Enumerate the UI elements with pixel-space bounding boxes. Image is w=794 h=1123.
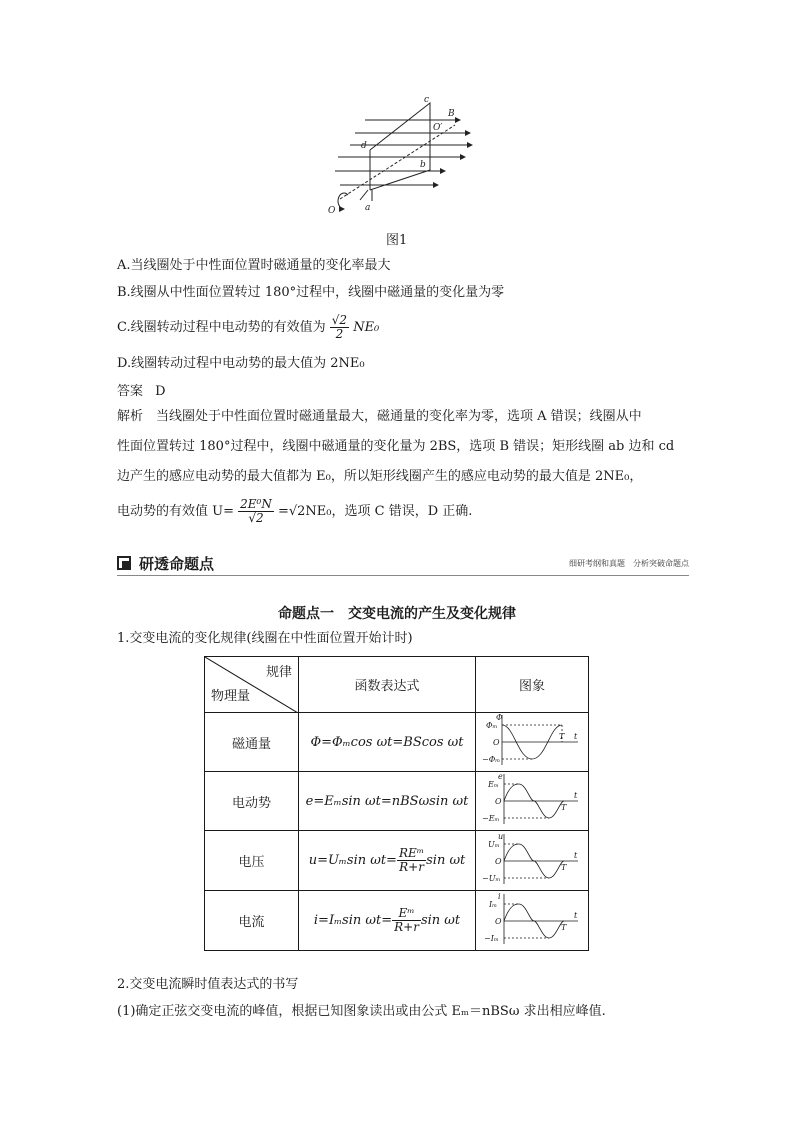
option-d: D.线圈转动过程中电动势的最大值为 2NE₀	[117, 356, 365, 371]
header-graph: 图象	[476, 657, 589, 713]
section-square-icon	[117, 556, 131, 570]
row-name: 磁通量	[205, 713, 299, 772]
row-formula: Φ=Φₘcos ωt=BScos ωt	[299, 713, 476, 772]
label-c: c	[424, 95, 430, 105]
section-header	[117, 553, 689, 576]
analysis-line-4	[117, 492, 697, 532]
axis-label-T: T	[561, 803, 567, 812]
option-c-prefix: C.线圈转动过程中电动势的有效值为	[117, 320, 326, 335]
option-c-num: √2	[331, 313, 348, 327]
topic-item-1: 1.交变电流的变化规律(线圈在中性面位置开始计时)	[117, 631, 413, 646]
formula-den: R+r	[394, 920, 419, 934]
formula-suffix: sin ωt	[420, 913, 461, 928]
axis-label-origin: O	[493, 738, 500, 747]
section-subtitle: 细研考纲和真题 分析突破命题点	[569, 559, 689, 568]
axis-label-min: −Iₘ	[484, 933, 499, 943]
axis-label-origin: O	[495, 797, 502, 806]
variation-table	[204, 656, 589, 951]
analysis-line-2: 性面位置转过 180°过程中，线圈中磁通量的变化量为 2BS，选项 B 错误；矩形线圈 ab 边和 cd	[117, 439, 675, 454]
row-graph	[476, 891, 589, 951]
formula-den: R+r	[399, 860, 424, 874]
row-formula	[299, 831, 476, 891]
cos-graph	[482, 713, 582, 767]
axis-label-min: −Φₘ	[482, 755, 501, 764]
row-graph	[476, 772, 589, 831]
axis-label-T: T	[561, 862, 567, 872]
axis-label-max: Iₘ	[489, 899, 498, 909]
formula-suffix: sin ωt	[426, 853, 466, 868]
sin-graph	[482, 772, 582, 826]
axis-label-top: i	[498, 891, 501, 901]
axis-label-t: t	[574, 791, 578, 800]
formula-num: REᵐ	[398, 846, 425, 860]
label-a: a	[365, 203, 371, 213]
header-diagonal-cell	[205, 657, 299, 713]
answer-label: 答案	[117, 384, 144, 399]
label-d: d	[361, 141, 367, 151]
label-O: O	[328, 206, 336, 216]
axis-label-T: T	[561, 922, 567, 932]
row-graph	[476, 831, 589, 891]
row-name: 电流	[205, 891, 299, 951]
item-2: 2.交变电流瞬时值表达式的书写	[117, 977, 299, 992]
axis-label-min: −Uₘ	[482, 873, 501, 883]
option-c-den: 2	[335, 327, 344, 341]
axis-label-origin: O	[495, 916, 502, 926]
analysis	[117, 402, 697, 532]
sin-graph	[482, 892, 582, 946]
item-2-1: (1)确定正弦交变电流的峰值，根据已知图象读出或由公式 Eₘ＝nBSω 求出相应峰值.	[117, 1004, 606, 1019]
label-b: b	[420, 160, 426, 170]
table-row	[205, 891, 589, 951]
axis-label-max: Eₘ	[488, 780, 499, 789]
topic-heading: 命题点一 交变电流的产生及变化规律	[278, 606, 516, 622]
sin-graph	[482, 832, 582, 886]
header-law: 规律	[265, 665, 292, 680]
analysis-line-1: 解析 当线圈处于中性面位置时磁通量最大，磁通量的变化率为零，选项 A 错误；线圈从中	[117, 409, 642, 424]
axis-label-top: Φ	[496, 713, 503, 722]
section-title: 研透命题点	[139, 555, 215, 573]
analysis-frac-num: 2E⁰N	[240, 497, 272, 511]
row-formula	[299, 891, 476, 951]
axis-label-T: T	[559, 732, 565, 741]
option-c-fraction	[330, 314, 349, 341]
formula-prefix: i=Iₘsin ωt=	[313, 913, 393, 928]
answer	[117, 383, 166, 401]
axis-label-min: −Eₘ	[482, 814, 500, 823]
option-b: B.线圈从中性面位置转过 180°过程中，线圈中磁通量的变化量为零	[117, 285, 505, 300]
formula-fraction	[392, 907, 421, 934]
table-row	[205, 772, 589, 831]
option-c-suffix: NE₀	[353, 320, 380, 335]
axis-label-top: e	[498, 772, 503, 781]
answer-value: D	[155, 384, 166, 399]
analysis-line-4-suffix: =√2NE₀，选项 C 错误，D 正确.	[277, 504, 473, 519]
axis-label-t: t	[574, 910, 578, 920]
analysis-line-3: 边产生的感应电动势的最大值都为 E₀，所以矩形线圈产生的感应电动势的最大值是 2NE₀，	[117, 469, 643, 484]
label-O-prime: O′	[433, 123, 443, 133]
formula-fraction	[397, 847, 426, 874]
analysis-fraction	[238, 498, 274, 525]
axis-label-max: Φₘ	[486, 721, 498, 730]
axis-label-max: Uₘ	[488, 839, 500, 849]
label-B: B	[448, 109, 455, 119]
option-a: A.当线圈处于中性面位置时磁通量的变化率最大	[117, 258, 391, 273]
formula-prefix: u=Uₘsin ωt=	[308, 853, 397, 868]
analysis-line-4-prefix: 电动势的有效值 U=	[117, 504, 234, 519]
row-name: 电动势	[205, 772, 299, 831]
figure-caption: 图1	[386, 233, 408, 248]
table-row	[205, 831, 589, 891]
row-name: 电压	[205, 831, 299, 891]
axis-label-t: t	[574, 732, 578, 741]
row-graph	[476, 713, 589, 772]
figure-1-coil-diagram	[320, 95, 480, 220]
header-quantity: 物理量	[211, 689, 251, 704]
table-row	[205, 713, 589, 772]
formula-num: Eᵐ	[392, 907, 421, 921]
option-c	[117, 310, 379, 346]
axis-label-top: u	[498, 831, 504, 841]
axis-label-t: t	[574, 850, 578, 860]
row-formula: e=Eₘsin ωt=nBSωsin ωt	[299, 772, 476, 831]
axis-label-origin: O	[495, 856, 502, 866]
header-formula: 函数表达式	[299, 657, 476, 713]
analysis-frac-den: √2	[248, 511, 264, 525]
